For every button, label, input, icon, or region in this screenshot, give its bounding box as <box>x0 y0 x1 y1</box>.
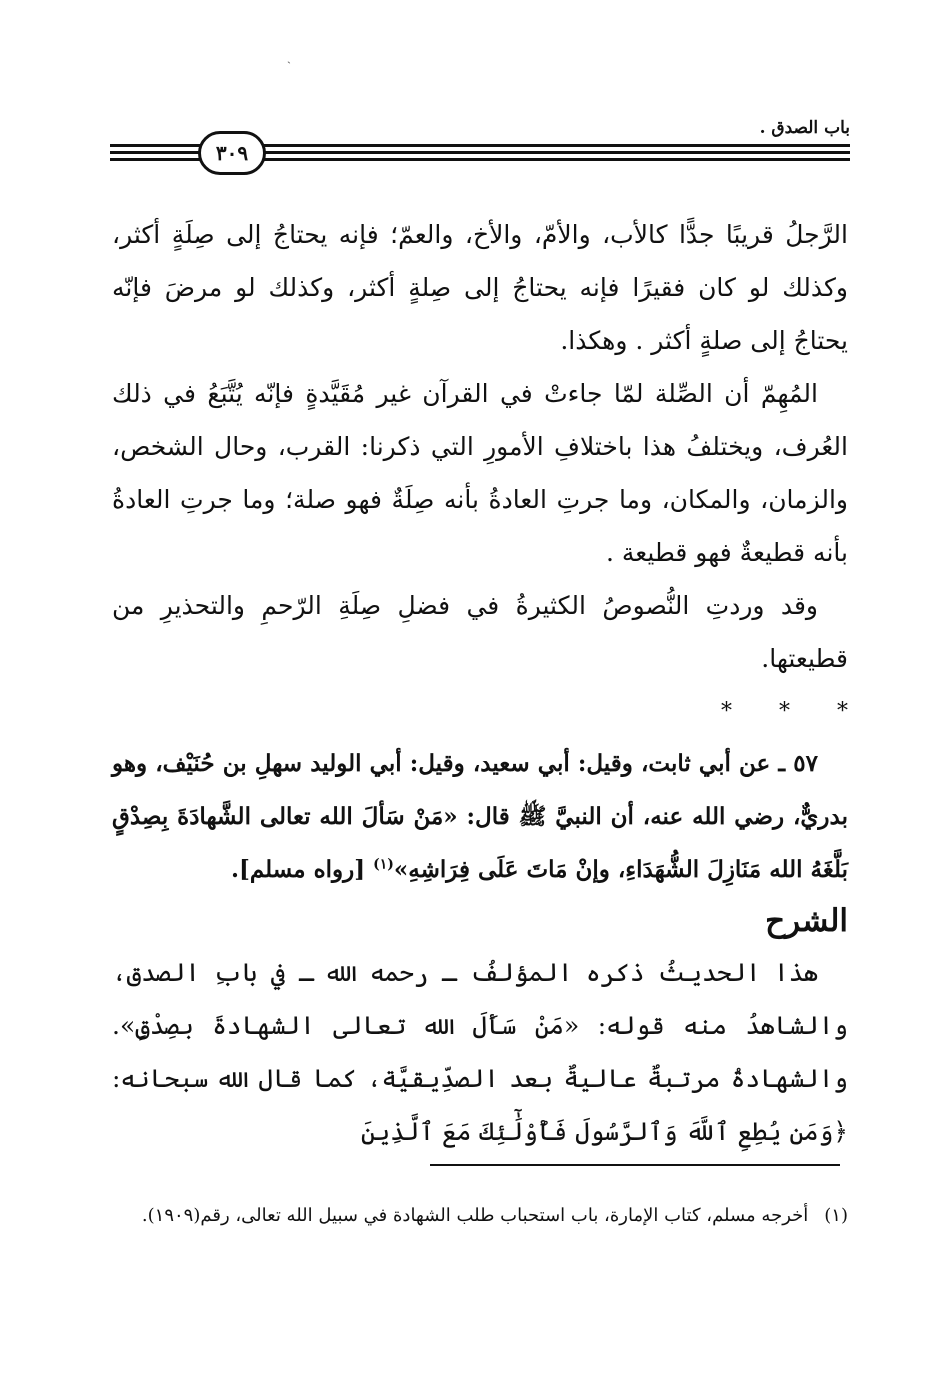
footnote-text: أخرجه مسلم، كتاب الإمارة، باب استحباب طلب الشهادة في سبيل الله تعالى، رقم(١٩٠٩). <box>141 1205 809 1226</box>
footnotes <box>112 1200 848 1232</box>
footnote-item <box>112 1200 848 1232</box>
paragraph: وقد وردتِ النُّصوصُ الكثيرةُ في فضلِ صِلَةِ الرّحمِ والتحذيرِ من قطيعتها. <box>112 591 848 673</box>
footnote-marker: (١) <box>373 856 394 873</box>
footnote-number: (١) <box>824 1205 848 1226</box>
paragraph: المُهِمّ أن الصِّلة لمّا جاءتْ في القرآن غير مُقَيَّدةٍ فإنّه يُتَّبَعُ في ذلك العُرف، ويختلفُ هذا باختلافِ الأمورِ التي ذكرنا: القرب، وحال الشخص، والزمان، والمكان، وما جرتِ العادةُ بأنه صِلَةٌ فهو صلة؛ وما جرتِ العادةُ بأنه قطيعةٌ فهو قطيعة . <box>112 379 848 567</box>
hadith-source: [رواه مسلم]. <box>230 856 374 883</box>
page-number: ٣٠٩ <box>198 131 266 175</box>
sharh-title: الشرح <box>765 903 848 939</box>
page-header <box>110 118 850 168</box>
section-title: باب الصدق . <box>759 118 850 138</box>
section-separator: * * * <box>721 699 848 724</box>
hadith-body: ٥٧ ـ عن أبي ثابت، وقيل: أبي سعيد، وقيل: أبي الوليد سهلِ بن حُنَيْف، وهو بدريٌّ، رضي الله عنه، أن النبيَّ ﷺ قال: «مَنْ سَألَ الله تعالى الشَّهادَةَ بِصِدْقٍ بَلَّغَهُ الله مَنَازِلَ الشُّهَدَاءِ، وإنْ مَاتَ عَلَى فِرَاشِهِ» <box>112 750 848 883</box>
footnote-divider <box>430 1164 840 1166</box>
stray-mark: ˏ <box>287 50 291 64</box>
hadith-text <box>112 737 848 896</box>
paragraph: الرَّجلُ قريبًا جدًّا كالأب، والأمّ، والأخ، والعمّ؛ فإنه يحتاجُ إلى صِلَةٍ أكثر، وكذلك لو كان فقيرًا فإنه يحتاجُ إلى صِلةٍ أكثر، وكذلك لو مرضَ فإنّه يحتاجُ إلى صلةٍ أكثر . وهكذا. <box>112 220 848 355</box>
page-body <box>112 208 848 1158</box>
sharh-paragraph: هذا الحديثُ ذكره المؤلفُ ـ رحمه الله ـ في بابِ الصدق، والشاهدُ منه قوله: «مَنْ سَأَلَ الله تعالى الشهادةَ بصِدْقٍ». والشهادةُ مرتبةٌ عاليةٌ بعد الصدِّيقيَّة، كما قال الله سبحانه: ﴿وَمَن يُطِعِ ٱللَّهَ وَٱلرَّسُولَ فَأُوْلَٰٓئِكَ مَعَ ٱلَّذِينَ <box>112 958 848 1146</box>
